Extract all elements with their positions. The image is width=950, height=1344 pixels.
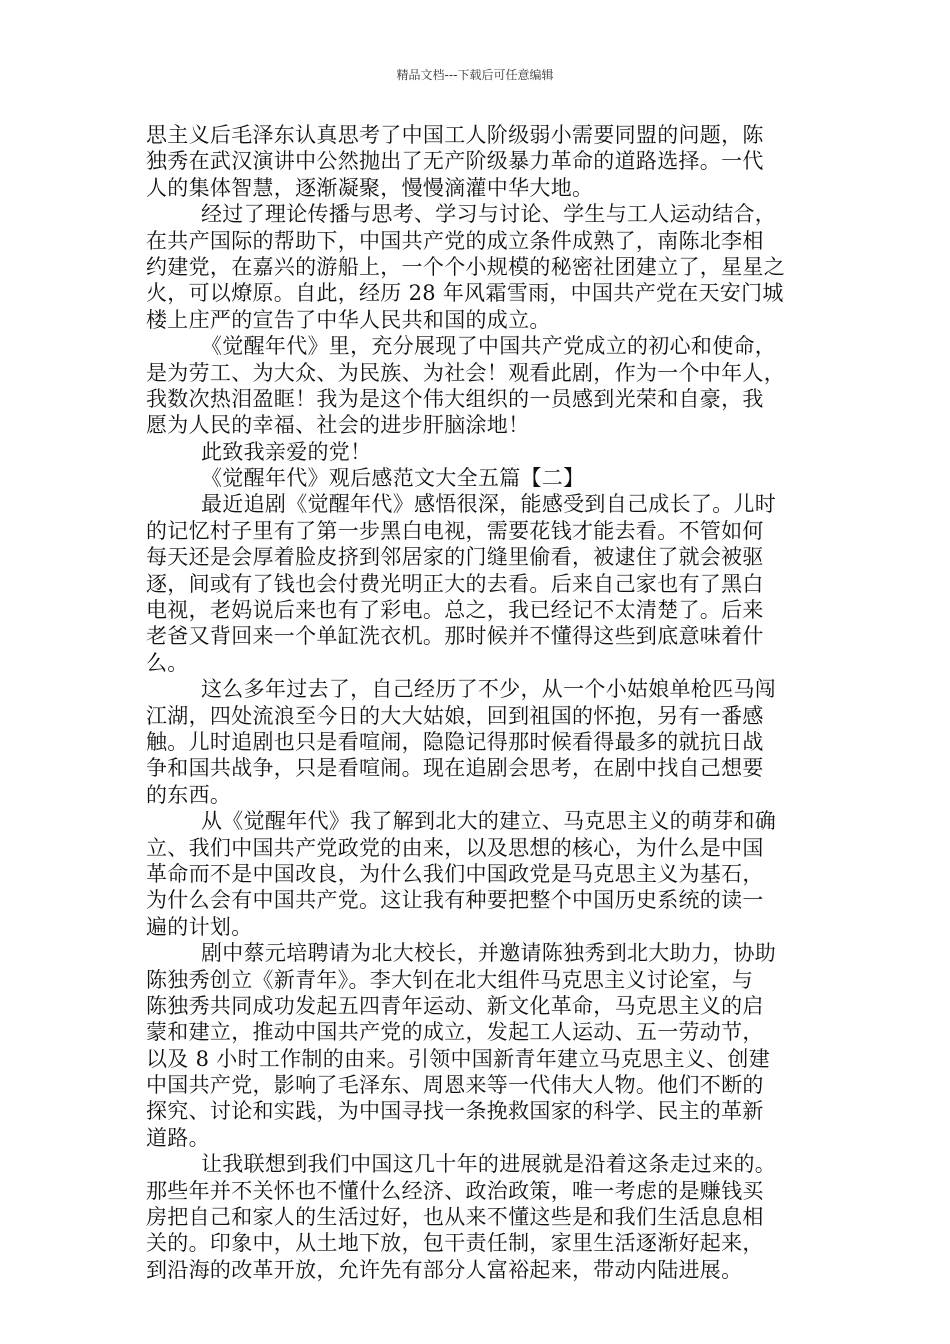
text-line: 触。儿时追剧也只是看喧闹，隐隐记得那时候看得最多的就抗日战 <box>146 729 764 754</box>
text-line: 愿为人民的幸福、社会的进步肝脑涂地！ <box>146 413 530 438</box>
text-line: 陈独秀创立《新青年》。李大钊在北大组件马克思主义讨论室，与 <box>146 967 754 992</box>
text-line: 在共产国际的帮助下，中国共产党的成立条件成熟了，南陈北李相 <box>146 228 764 253</box>
text-line: 电视，老妈说后来也有了彩电。总之，我已经记不太清楚了。后来 <box>146 598 764 623</box>
text-line: 从《觉醒年代》我了解到北大的建立、马克思主义的萌芽和确 <box>201 809 777 834</box>
text-line: 房把自己和家人的生活过好，也从来不懂这些是和我们生活息息相 <box>146 1205 764 1230</box>
text-line: 剧中蔡元培聘请为北大校长，并邀请陈独秀到北大助力，协助 <box>201 941 777 966</box>
text-line: 江湖，四处流浪至今日的大大姑娘，回到祖国的怀抱，另有一番感 <box>146 703 764 728</box>
text-line: 争和国共战争，只是看喧闹。现在追剧会思考，在剧中找自己想要 <box>146 756 764 781</box>
text-line: 人的集体智慧，逐渐凝聚，慢慢滴灌中华大地。 <box>146 175 594 200</box>
text-line: 思主义后毛泽东认真思考了中国工人阶级弱小需要同盟的问题，陈 <box>146 123 764 147</box>
text-line: 此致我亲爱的党！ <box>201 439 372 464</box>
text-line: 每天还是会厚着脸皮挤到邻居家的门缝里偷看，被逮住了就会被驱 <box>146 545 764 570</box>
text-line: 逐，间或有了钱也会付费光明正大的去看。后来自己家也有了黑白 <box>146 571 764 596</box>
text-line: 道路。 <box>146 1125 210 1150</box>
text-line: 革命而不是中国改良，为什么我们中国政党是马克思主义为基石， <box>146 861 764 886</box>
text-line: 到沿海的改革开放，允许先有部分人富裕起来，带动内陆进展。 <box>146 1257 743 1282</box>
text-line: 么。 <box>146 650 189 675</box>
text-line: 陈独秀共同成功发起五四青年运动、新文化革命，马克思主义的启 <box>146 993 764 1018</box>
text-line: 为什么会有中国共产党。这让我有种要把整个中国历史系统的读一 <box>146 888 764 913</box>
text-line: 蒙和建立，推动中国共产党的成立，发起工人运动、五一劳动节， <box>146 1020 764 1045</box>
text-line: 的东西。 <box>146 782 232 807</box>
text-line: 约建党，在嘉兴的游船上，一个个小规模的秘密社团建立了，星星之 <box>146 254 785 279</box>
text-line: 以及 8 小时工作制的由来。引领中国新青年建立马克思主义、创建 <box>146 1046 771 1071</box>
text-line: 最近追剧《觉醒年代》感悟很深，能感受到自己成长了。儿时 <box>201 492 777 517</box>
text-line: 《觉醒年代》里，充分展现了中国共产党成立的初心和使命， <box>201 334 777 359</box>
text-line: 立、我们中国共产党政党的由来，以及思想的核心，为什么是中国 <box>146 835 764 860</box>
text-line: 是为劳工、为大众、为民族、为社会！观看此剧，作为一个中年人， <box>146 360 785 385</box>
page-header: 精品文档---下载后可任意编辑 <box>396 68 554 82</box>
text-line: 《觉醒年代》观后感范文大全五篇【二】 <box>201 466 585 491</box>
text-line: 独秀在武汉演讲中公然抛出了无产阶级暴力革命的道路选择。一代 <box>146 149 764 174</box>
text-line: 楼上庄严的宣告了中华人民共和国的成立。 <box>146 307 551 332</box>
text-line: 遍的计划。 <box>146 914 253 939</box>
text-line: 经过了理论传播与思考、学习与讨论、学生与工人运动结合， <box>201 202 777 227</box>
text-line: 让我联想到我们中国这几十年的进展就是沿着这条走过来的。 <box>201 1152 777 1177</box>
text-line: 那些年并不关怀也不懂什么经济、政治政策，唯一考虑的是赚钱买 <box>146 1178 764 1203</box>
text-line: 的记忆村子里有了第一步黑白电视，需要花钱才能去看。不管如何 <box>146 518 764 543</box>
text-line: 关的。印象中，从土地下放，包干责任制，家里生活逐渐好起来， <box>146 1231 764 1256</box>
text-line: 火，可以燎原。自此，经历 28 年风霜雪雨，中国共产党在天安门城 <box>146 281 784 306</box>
text-line: 老爸又背回来一个单缸洗衣机。那时候并不懂得这些到底意味着什 <box>146 624 764 649</box>
text-line: 这么多年过去了，自己经历了不少，从一个小姑娘单枪匹马闯 <box>201 677 777 702</box>
text-line: 探究、讨论和实践，为中国寻找一条挽救国家的科学、民主的革新 <box>146 1099 764 1124</box>
document-body <box>146 122 811 1283</box>
text-line: 我数次热泪盈眶！我为是这个伟大组织的一员感到光荣和自豪，我 <box>146 386 764 411</box>
text-line: 中国共产党，影响了毛泽东、周恩来等一代伟大人物。他们不断的 <box>146 1073 764 1098</box>
